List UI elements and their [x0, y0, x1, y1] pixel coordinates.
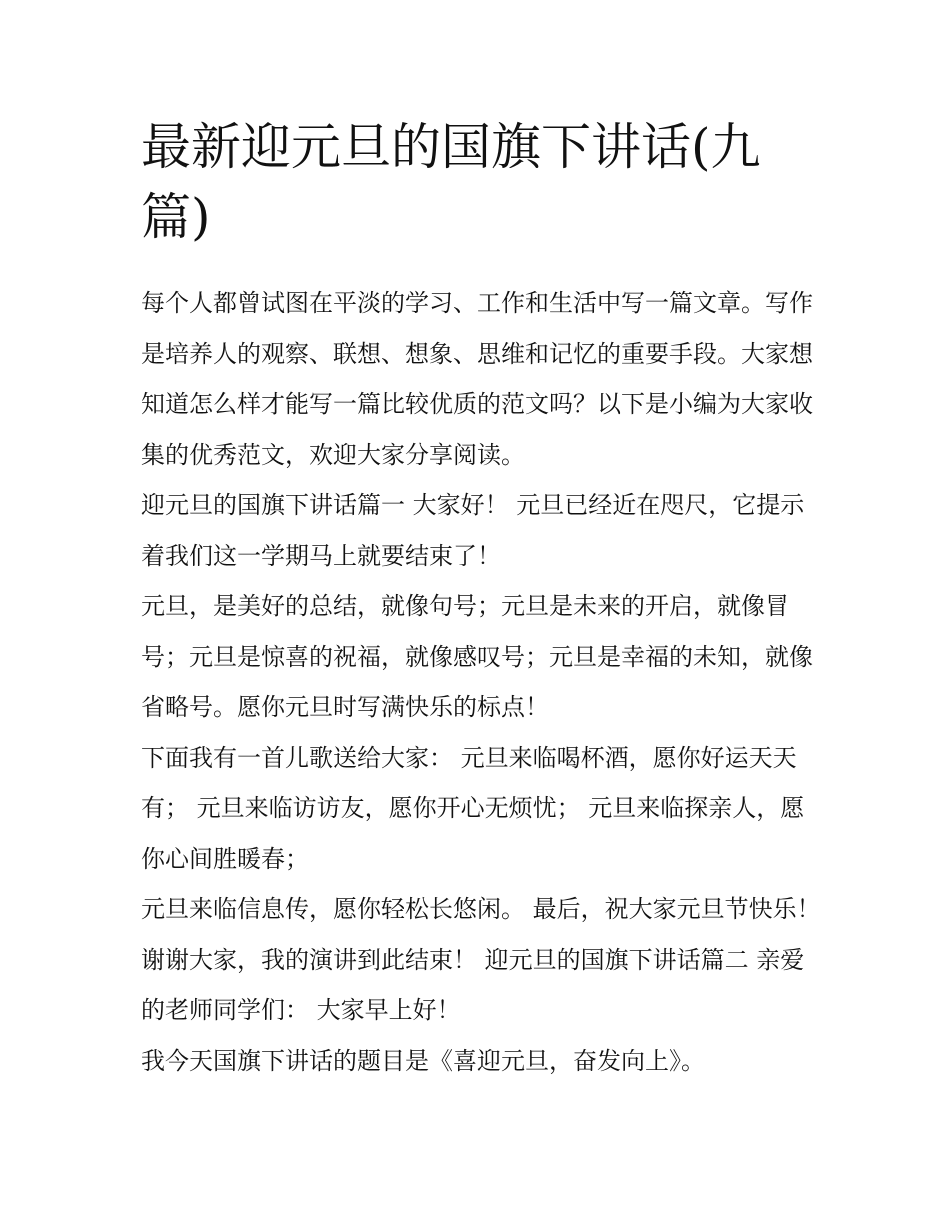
- document-title: 最新迎元旦的国旗下讲话(九篇): [141, 118, 761, 246]
- paragraph-closing-and-speech-two: 元旦来临信息传，愿你轻松长悠闲。 最后，祝大家元旦节快乐！ 谢谢大家，我的演讲到此结束！ 迎元旦的国旗下讲话篇二 亲爱的老师同学们： 大家早上好！: [141, 895, 821, 1024]
- paragraph-punctuation-metaphor: 元旦，是美好的总结，就像句号；元旦是未来的开启，就像冒号；元旦是惊喜的祝福，就像感叹号；元旦是幸福的未知，就像省略号。愿你元旦时写满快乐的标点！: [141, 592, 813, 721]
- paragraph-intro: 每个人都曾试图在平淡的学习、工作和生活中写一篇文章。写作是培养人的观察、联想、想象、思维和记忆的重要手段。大家想知道怎么样才能写一篇比较优质的范文吗？以下是小编为大家收集的优秀范文，欢迎大家分享阅读。: [141, 289, 813, 469]
- paragraph-speech-two-topic: 我今天国旗下讲话的题目是《喜迎元旦，奋发向上》。: [141, 1046, 705, 1075]
- paragraph-speech-one-opening: 迎元旦的国旗下讲话篇一 大家好！ 元旦已经近在咫尺，它提示着我们这一学期马上就要结束了！: [141, 491, 805, 570]
- document-body: [141, 278, 821, 1086]
- paragraph-song: 下面我有一首儿歌送给大家： 元旦来临喝杯酒，愿你好运天天有； 元旦来临访访友，愿你开心无烦忧； 元旦来临探亲人，愿你心间胜暖春；: [141, 743, 805, 873]
